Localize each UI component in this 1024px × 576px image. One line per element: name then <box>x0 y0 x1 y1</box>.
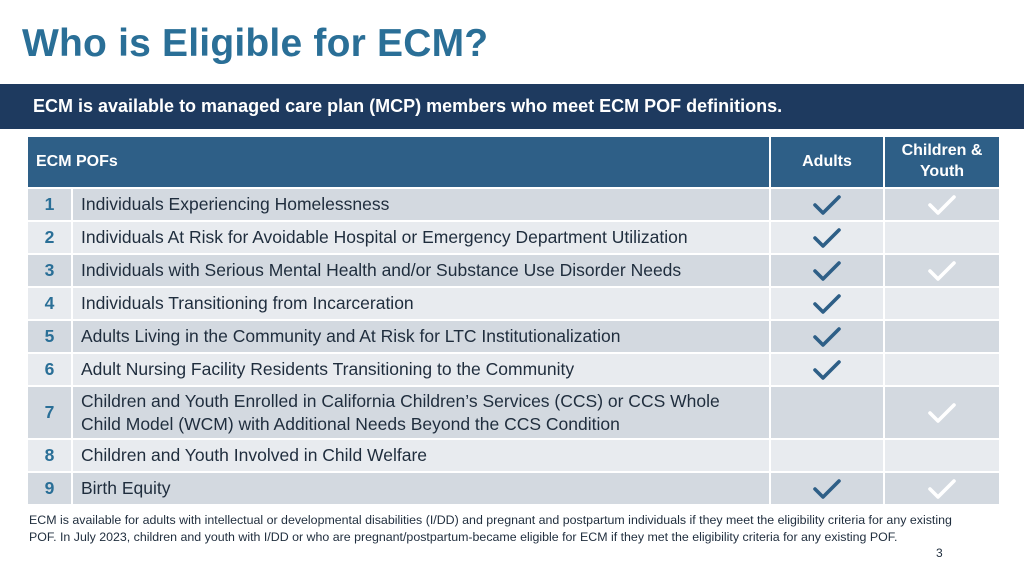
row-number: 1 <box>27 188 72 221</box>
table-row <box>27 254 1000 287</box>
checkmark-icon <box>812 293 842 315</box>
adults-cell <box>770 320 884 353</box>
checkmark-icon <box>927 260 957 282</box>
row-number: 3 <box>27 254 72 287</box>
row-name: Adult Nursing Facility Residents Transitioning to the Community <box>72 353 770 386</box>
checkmark-icon <box>812 478 842 500</box>
row-name: Birth Equity <box>72 472 770 505</box>
header-children-youth <box>884 136 1000 188</box>
children-cell <box>884 320 1000 353</box>
header-children-line1: Children & <box>901 142 983 160</box>
checkmark-icon <box>812 194 842 216</box>
checkmark-icon <box>927 194 957 216</box>
table-row <box>27 320 1000 353</box>
checkmark-icon <box>812 260 842 282</box>
checkmark-icon <box>812 326 842 348</box>
table-row <box>27 353 1000 386</box>
row-number: 5 <box>27 320 72 353</box>
header-ecm-pofs: ECM POFs <box>27 136 770 188</box>
adults-cell <box>770 188 884 221</box>
table-row <box>27 472 1000 505</box>
row-name: Individuals At Risk for Avoidable Hospital or Emergency Department Utilization <box>72 221 770 254</box>
table-row <box>27 439 1000 472</box>
row-name: Individuals with Serious Mental Health and/or Substance Use Disorder Needs <box>72 254 770 287</box>
footnote: ECM is available for adults with intellectual or developmental disabilities (I/DD) and pregnant and postpartum individuals if they meet the eligibility criteria for any existing POF. In July 2023, children and youth with I/DD or who are pregnant/postpartum-became eligible for ECM if they met the eligibility criteria for any existing POF. <box>29 513 952 544</box>
row-number: 7 <box>27 386 72 439</box>
checkmark-icon <box>927 478 957 500</box>
adults-cell <box>770 221 884 254</box>
header-adults: Adults <box>770 136 884 188</box>
adults-cell <box>770 353 884 386</box>
checkmark-icon <box>812 227 842 249</box>
row-name: Children and Youth Involved in Child Welfare <box>72 439 770 472</box>
adults-cell <box>770 386 884 439</box>
children-cell <box>884 254 1000 287</box>
children-cell <box>884 386 1000 439</box>
checkmark-icon <box>927 402 957 424</box>
row-number: 6 <box>27 353 72 386</box>
adults-cell <box>770 254 884 287</box>
table-header-row <box>27 136 1000 188</box>
table-row <box>27 188 1000 221</box>
checkmark-icon <box>812 359 842 381</box>
banner <box>0 84 1024 129</box>
children-cell <box>884 287 1000 320</box>
row-name: Individuals Transitioning from Incarceration <box>72 287 770 320</box>
children-cell <box>884 472 1000 505</box>
children-cell <box>884 221 1000 254</box>
page-number: 3 <box>936 546 943 560</box>
row-number: 9 <box>27 472 72 505</box>
table-row <box>27 386 1000 439</box>
row-name-line1: Children and Youth Enrolled in California Children’s Services (CCS) or CCS Whole <box>81 390 720 411</box>
row-number: 4 <box>27 287 72 320</box>
banner-text: ECM is available to managed care plan (MCP) members who meet ECM POF definitions. <box>33 96 783 116</box>
row-name: Adults Living in the Community and At Risk for LTC Institutionalization <box>72 320 770 353</box>
slide-title: Who is Eligible for ECM? <box>22 22 489 65</box>
row-number: 2 <box>27 221 72 254</box>
children-cell <box>884 353 1000 386</box>
row-name <box>72 386 770 439</box>
children-cell <box>884 188 1000 221</box>
children-cell <box>884 439 1000 472</box>
header-children-line2: Youth <box>919 163 965 180</box>
adults-cell <box>770 472 884 505</box>
row-name: Individuals Experiencing Homelessness <box>72 188 770 221</box>
row-number: 8 <box>27 439 72 472</box>
row-name-line2: Child Model (WCM) with Additional Needs Beyond the CCS Condition <box>81 413 620 434</box>
table-row <box>27 221 1000 254</box>
adults-cell <box>770 439 884 472</box>
table-row <box>27 287 1000 320</box>
adults-cell <box>770 287 884 320</box>
pof-table <box>26 135 1001 506</box>
